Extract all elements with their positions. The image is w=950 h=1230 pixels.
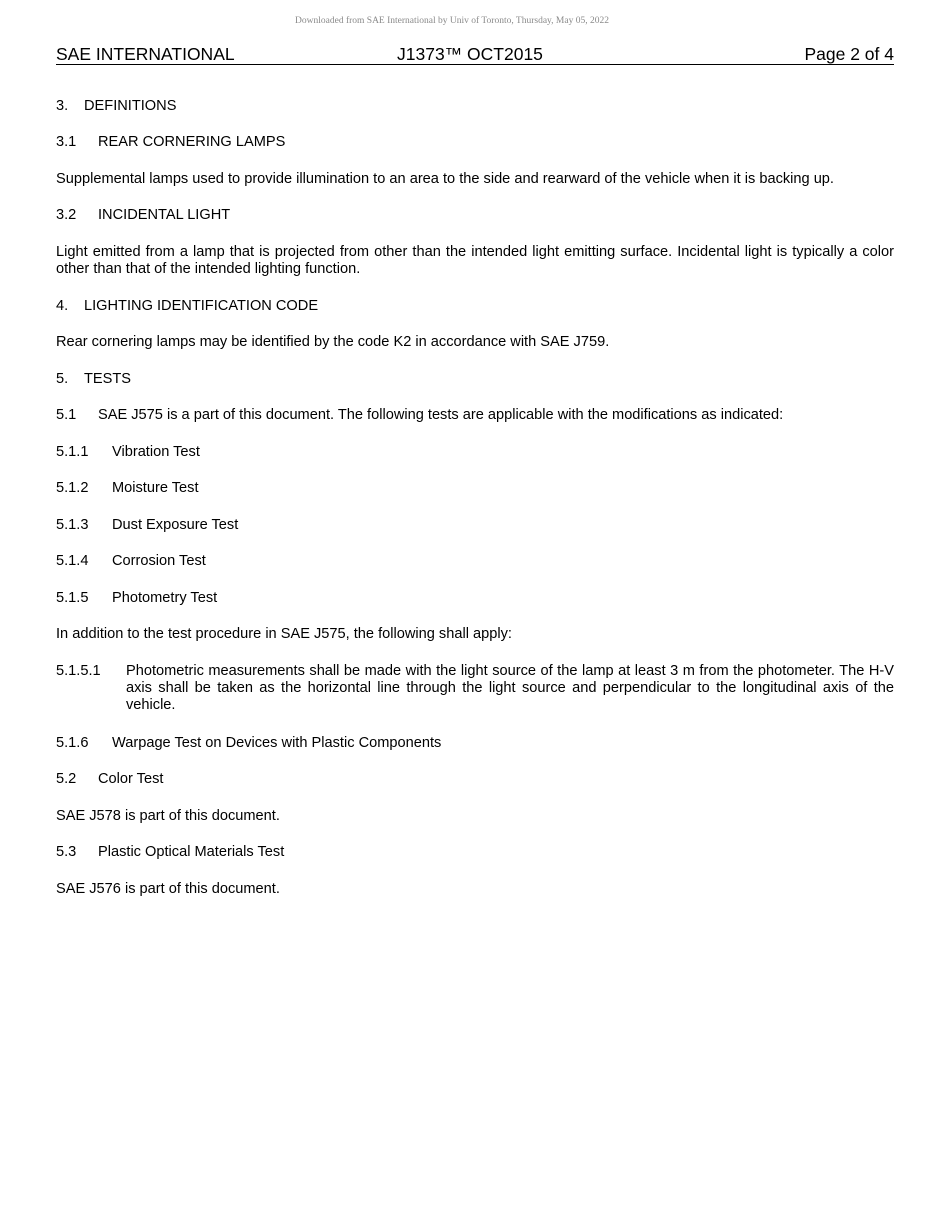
section-5-3-paragraph: SAE J576 is part of this document. <box>56 881 280 897</box>
header-organization: SAE INTERNATIONAL <box>56 44 235 64</box>
section-5-1-5-paragraph: In addition to the test procedure in SAE J575, the following shall apply: <box>56 626 512 642</box>
section-number: 5.1.6 <box>56 735 89 751</box>
section-5-1-4-heading <box>56 553 894 570</box>
section-title: Corrosion Test <box>112 553 206 569</box>
section-3-2-paragraph: Light emitted from a lamp that is projected from other than the intended light emitting surface. Incidental light is typically a color other than that of the intended lighting function. <box>56 244 894 277</box>
section-3-2-heading <box>56 207 894 224</box>
section-5-2-paragraph: SAE J578 is part of this document. <box>56 808 280 824</box>
section-title: SAE J575 is a part of this document. The following tests are applicable with the modifications as indicated: <box>98 407 784 423</box>
download-watermark: Downloaded from SAE International by Univ of Toronto, Thursday, May 05, 2022 <box>295 16 609 26</box>
section-number: 5. <box>56 371 69 387</box>
section-5-2-heading <box>56 771 894 788</box>
section-number: 5.2 <box>56 771 77 787</box>
section-3-1-heading <box>56 134 894 151</box>
page-header <box>56 44 894 65</box>
section-5-3-heading <box>56 844 894 861</box>
section-number: 3.1 <box>56 134 77 150</box>
section-number: 5.1.2 <box>56 480 89 496</box>
section-number: 5.1.5.1 <box>56 663 101 679</box>
section-title: Plastic Optical Materials Test <box>98 844 285 860</box>
section-title: Vibration Test <box>112 444 200 460</box>
header-document-id: J1373™ OCT2015 <box>397 44 543 64</box>
section-number: 3. <box>56 98 69 114</box>
section-3-heading <box>56 98 894 115</box>
section-5-1-5-1-paragraph <box>56 663 894 714</box>
section-5-1-5-heading <box>56 590 894 607</box>
section-number: 3.2 <box>56 207 77 223</box>
header-page-number: Page 2 of 4 <box>804 44 894 64</box>
section-number: 5.3 <box>56 844 77 860</box>
section-4-paragraph: Rear cornering lamps may be identified by the code K2 in accordance with SAE J759. <box>56 334 610 350</box>
section-number: 5.1 <box>56 407 77 423</box>
section-title: Photometry Test <box>112 590 218 606</box>
section-5-heading <box>56 371 894 388</box>
section-5-1-1-heading <box>56 444 894 461</box>
section-title: Color Test <box>98 771 164 787</box>
section-title: INCIDENTAL LIGHT <box>98 207 231 223</box>
section-5-1-3-heading <box>56 517 894 534</box>
section-number: 4. <box>56 298 69 314</box>
section-number: 5.1.3 <box>56 517 89 533</box>
section-title: REAR CORNERING LAMPS <box>98 134 286 150</box>
section-title: TESTS <box>84 371 132 387</box>
section-5-1-2-heading <box>56 480 894 497</box>
section-title: Warpage Test on Devices with Plastic Components <box>112 735 442 751</box>
section-5-1-heading <box>56 407 894 424</box>
section-text: Photometric measurements shall be made with the light source of the lamp at least 3 m from the photometer. The H-V axis shall be taken as the horizontal line through the light source and perpendicular to the longitudinal axis of the vehicle. <box>126 663 894 713</box>
section-4-heading <box>56 298 894 315</box>
section-number: 5.1.4 <box>56 553 89 569</box>
section-number: 5.1.5 <box>56 590 89 606</box>
section-title: LIGHTING IDENTIFICATION CODE <box>84 298 319 314</box>
section-title: DEFINITIONS <box>84 98 177 114</box>
section-title: Moisture Test <box>112 480 199 496</box>
section-3-1-paragraph: Supplemental lamps used to provide illumination to an area to the side and rearward of the vehicle when it is backing up. <box>56 171 834 187</box>
section-5-1-6-heading <box>56 735 894 752</box>
section-title: Dust Exposure Test <box>112 517 239 533</box>
section-number: 5.1.1 <box>56 444 89 460</box>
